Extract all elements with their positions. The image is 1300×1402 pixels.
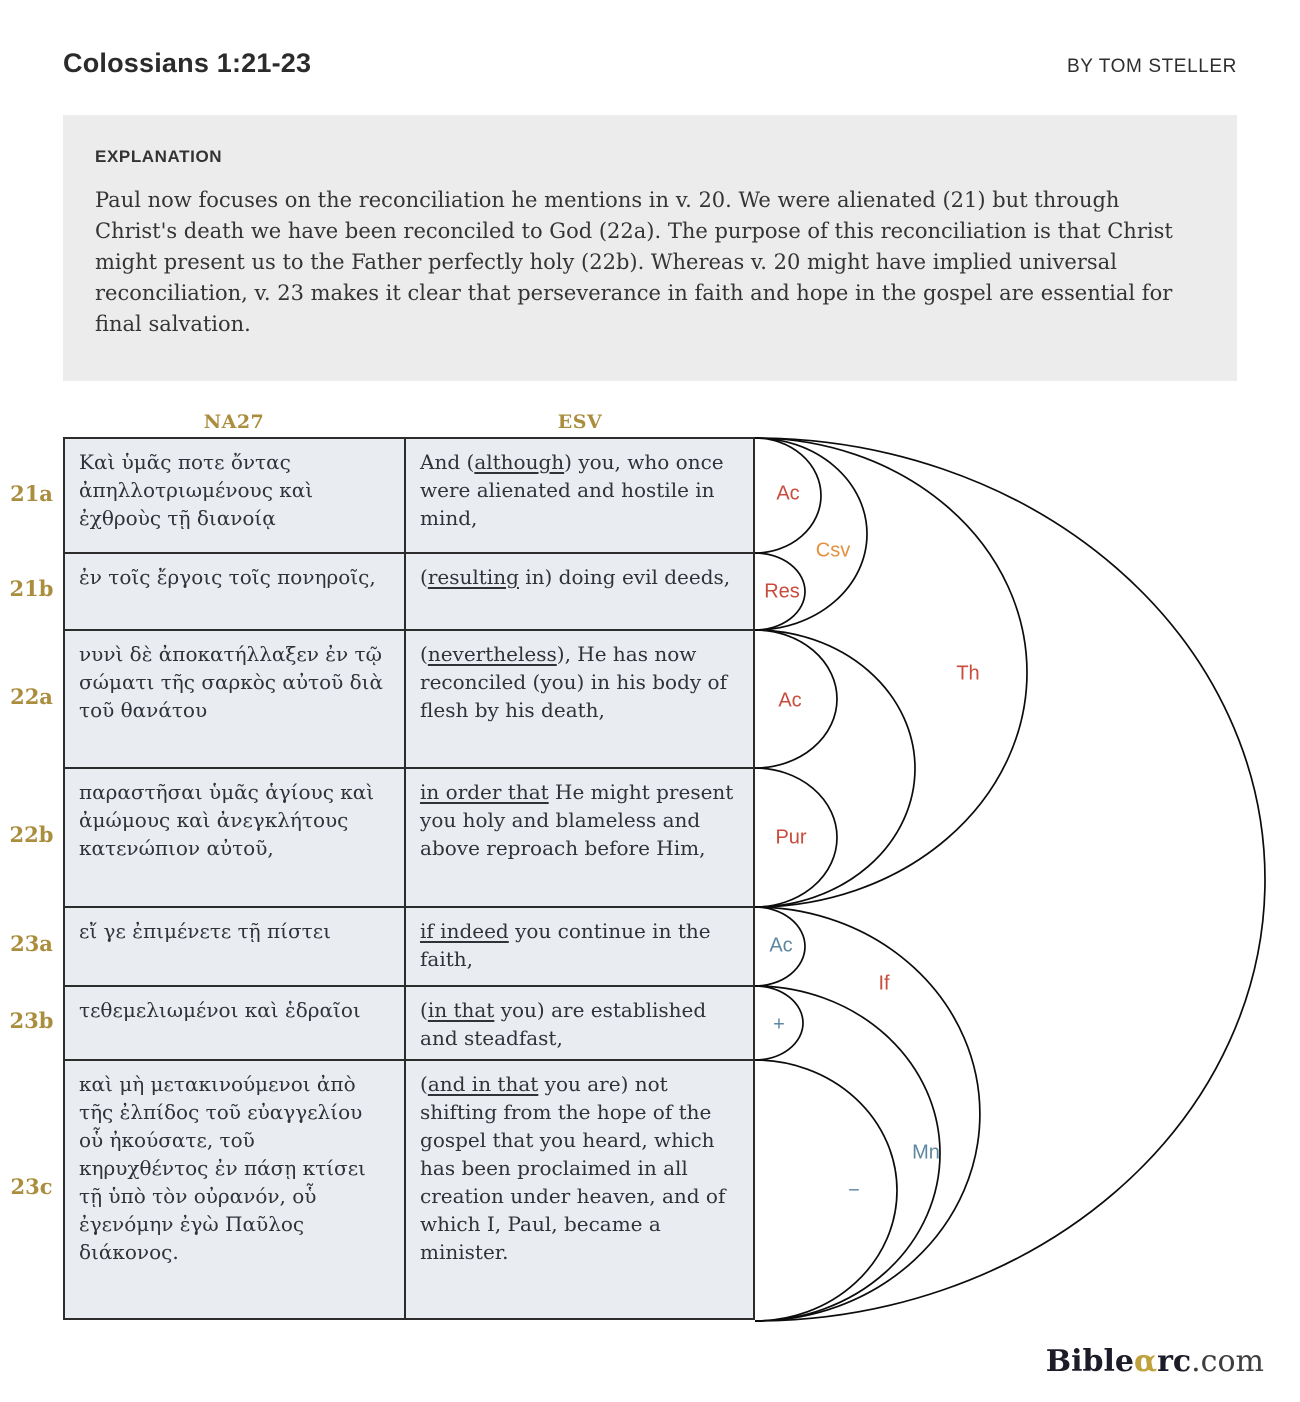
arc-label-pur-22b: Pur [775, 826, 807, 849]
logo-rc: rc [1157, 1344, 1192, 1379]
byline: BY TOM STELLER [1067, 56, 1237, 77]
table-row [65, 906, 753, 985]
esv-cell: (in that you) are established and steadfast, [420, 998, 707, 1050]
page-header [63, 48, 1237, 79]
esv-cell: if indeed you continue in the faith, [420, 919, 711, 971]
greek-cell: καὶ μὴ μετακινούμενοι ἀπὸ τῆς ἐλπίδος τοῦ εὐαγγελίου οὗ ἠκούσατε, τοῦ κηρυχθέντος ἐν πάσῃ κτίσει τῇ ὑπὸ τὸν οὐρανόν, οὗ ἐγενόμην ἐγὼ Παῦλος διάκονος. [65, 1061, 406, 1318]
esv-cell: And (although) you, who once were alienated and hostile in mind, [420, 450, 724, 530]
passage-table [63, 437, 755, 1320]
arc-label-minus-23c: − [848, 1179, 860, 1202]
table-row [65, 767, 753, 906]
arc-curves [755, 437, 1300, 1322]
column-header-na27: NA27 [203, 411, 265, 433]
arc-label-ac-23a: Ac [769, 934, 793, 957]
greek-cell: νυνὶ δὲ ἀποκατήλλαξεν ἐν τῷ σώματι τῆς σαρκὸς αὐτοῦ διὰ τοῦ θανάτου [65, 631, 406, 767]
greek-cell: παραστῆσαι ὑμᾶς ἁγίους καὶ ἀμώμους καὶ ἀνεγκλήτους κατενώπιον αὐτοῦ, [65, 769, 406, 906]
arc-label-res-21b: Res [764, 580, 800, 603]
arc-label-th-21-22: Th [956, 662, 980, 685]
greek-cell: τεθεμελιωμένοι καὶ ἑδραῖοι [65, 987, 406, 1059]
table-row [65, 629, 753, 767]
column-header-esv: ESV [557, 411, 603, 433]
arc-label-ac-22a: Ac [778, 689, 802, 712]
table-row [65, 985, 753, 1059]
esv-cell: (nevertheless), He has now reconciled (you) in his body of flesh by his death, [420, 642, 727, 722]
verse-ref-22a: 22a [10, 683, 53, 709]
verse-ref-22b: 22b [9, 822, 54, 847]
esv-cell: in order that He might present you holy and blameless and above reproach before Him, [420, 780, 734, 860]
verse-ref-23a: 23a [10, 931, 53, 956]
arc-label-ac-21a: Ac [776, 482, 800, 505]
logo-bible: Bible [1045, 1344, 1134, 1379]
arc-label-plus-23b: + [773, 1013, 785, 1036]
logo-alpha: α [1133, 1344, 1158, 1379]
greek-cell: Καὶ ὑμᾶς ποτε ὄντας ἀπηλλοτριωμένους καὶ ἐχθροὺς τῇ διανοίᾳ [65, 439, 406, 552]
biblearc-logo[interactable] [1046, 1344, 1264, 1379]
arc-label-if-23: If [878, 972, 890, 995]
explanation-heading: EXPLANATION [95, 147, 223, 166]
arc-label-mn-23bc: Mn [912, 1141, 940, 1164]
verse-ref-21b: 21b [9, 576, 54, 601]
greek-cell: ἐν τοῖς ἔργοις τοῖς πονηροῖς, [65, 554, 406, 629]
explanation-box [63, 115, 1237, 381]
verse-ref-23b: 23b [9, 1007, 54, 1033]
greek-cell: εἴ γε ἐπιμένετε τῇ πίστει [65, 908, 406, 985]
verse-ref-column [0, 437, 63, 1316]
table-row [65, 1059, 753, 1318]
arc-diagram [755, 437, 1300, 1322]
esv-cell: (and in that you are) not shifting from the hope of the gospel that you heard, which has been proclaimed in all creation under heaven, and of which I, Paul, became a minister. [420, 1072, 726, 1264]
table-row [65, 439, 753, 552]
explanation-text: Paul now focuses on the reconciliation he mentions in v. 20. We were alienated (21) but through Christ's death we have been reconciled to God (22a). The purpose of this reconciliation is that Christ might present us to the Father perfectly holy (22b). Whereas v. 20 might have implied universal reconciliation, v. 23 makes it clear that perseverance in faith and hope in the gospel are essential for final salvation. [95, 188, 1173, 336]
verse-ref-21a: 21a [10, 481, 53, 506]
esv-cell: (resulting in) doing evil deeds, [420, 565, 731, 589]
verse-ref-23c: 23c [10, 1174, 53, 1199]
page-title: Colossians 1:21-23 [63, 48, 312, 78]
arc-label-csv-21: Csv [815, 539, 851, 562]
table-row [65, 552, 753, 629]
logo-tld: .com [1191, 1344, 1264, 1379]
